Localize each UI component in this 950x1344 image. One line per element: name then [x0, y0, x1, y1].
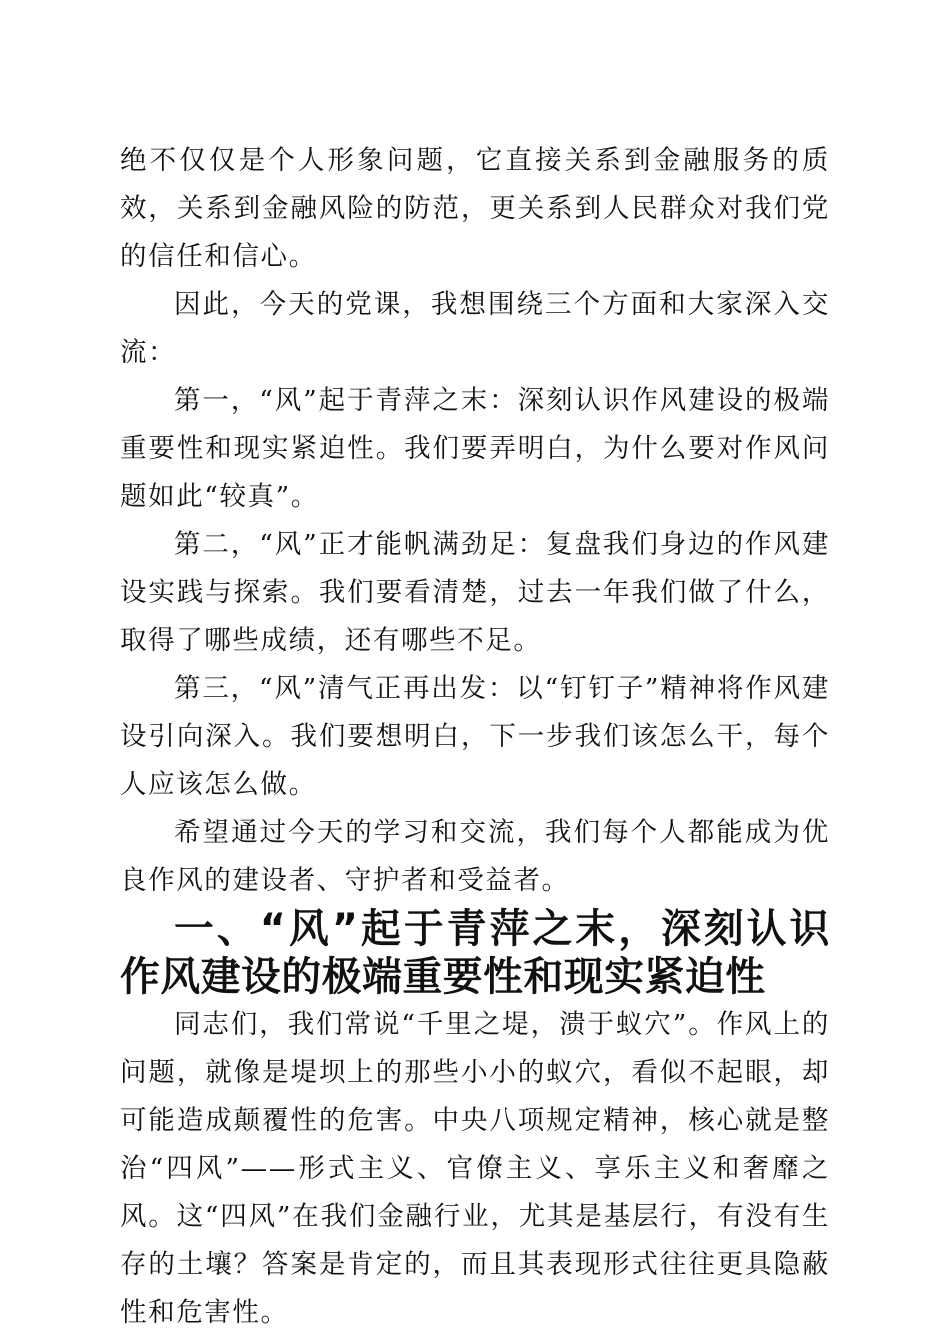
paragraph-point-two: 第二，“风”正才能帆满劲足：复盘我们身边的作风建设实践与探索。我们要看清楚，过去一年我们做了什么，取得了哪些成绩，还有哪些不足。 [120, 529, 830, 656]
paragraph-section-body: 同志们，我们常说“千里之堤，溃于蚁穴”。作风上的问题，就像是堤坝上的那些小小的蚁穴，看似不起眼，却可能造成颠覆性的危害。中央八项规定精神，核心就是整治“四风”——形式主义、官僚主义、享乐主义和奢靡之风。这“四风”在我们金融行业，尤其是基层行，有没有生存的土壤？答案是肯定的，而且其表现形式往往更具隐蔽性和危害性。 [120, 1009, 830, 1328]
paragraph-hope: 希望通过今天的学习和交流，我们每个人都能成为优良作风的建设者、守护者和受益者。 [120, 817, 830, 896]
paragraph-intro: 因此，今天的党课，我想围绕三个方面和大家深入交流： [120, 289, 830, 368]
document-body [120, 137, 830, 1337]
section-heading: 一、“风”起于青萍之末，深刻认识作风建设的极端重要性和现实紧迫性 [120, 906, 830, 1000]
paragraph-point-three: 第三，“风”清气正再出发：以“钉钉子”精神将作风建设引向深入。我们要想明白，下一步我们该怎么干，每个人应该怎么做。 [120, 673, 830, 800]
paragraph-point-one: 第一，“风”起于青萍之末：深刻认识作风建设的极端重要性和现实紧迫性。我们要弄明白，为什么要对作风问题如此“较真”。 [120, 385, 830, 512]
paragraph-continuation: 绝不仅仅是个人形象问题，它直接关系到金融服务的质效，关系到金融风险的防范，更关系到人民群众对我们党的信任和信心。 [120, 145, 830, 272]
